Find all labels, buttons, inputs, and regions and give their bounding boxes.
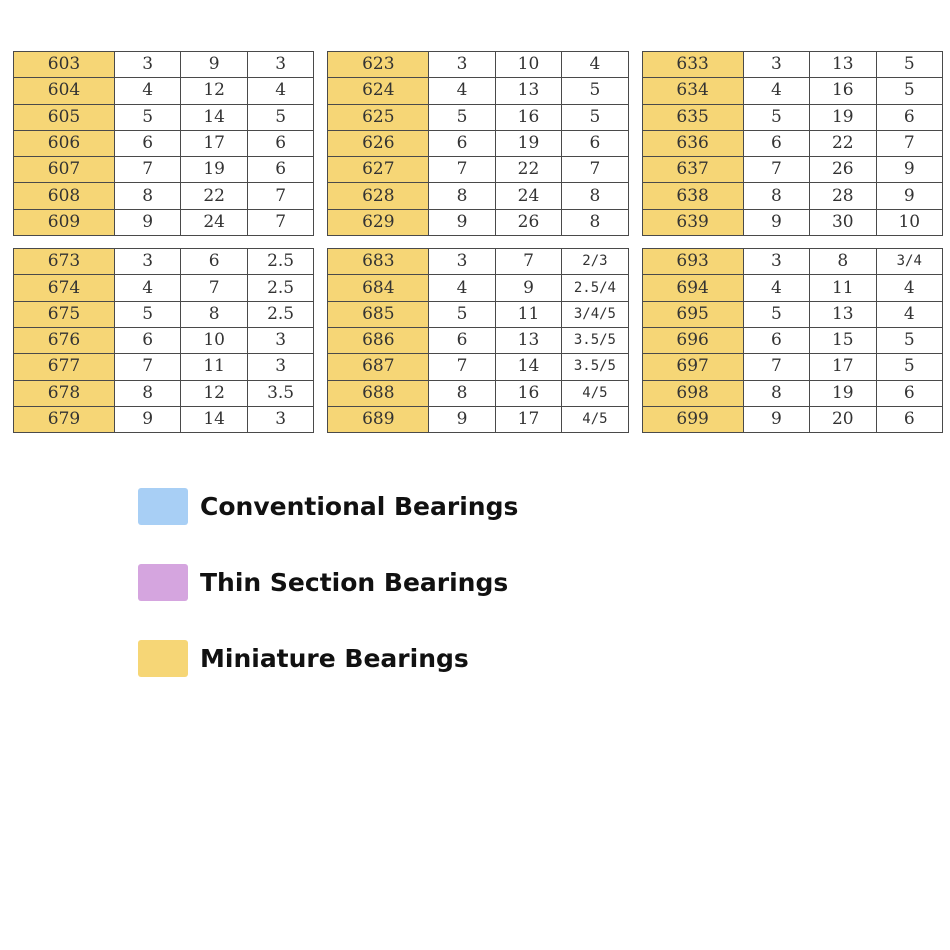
legend-item bbox=[138, 487, 518, 525]
bore-cell: 9 bbox=[743, 209, 809, 235]
table-row bbox=[328, 380, 628, 406]
bearing-model-cell: 677 bbox=[14, 354, 115, 380]
bearing-model-cell: 673 bbox=[14, 249, 115, 275]
bore-cell: 6 bbox=[743, 327, 809, 353]
outer-diameter-cell: 19 bbox=[810, 380, 876, 406]
outer-diameter-cell: 30 bbox=[810, 209, 876, 235]
bore-cell: 5 bbox=[115, 301, 181, 327]
width-cell: 4 bbox=[562, 52, 628, 78]
bore-cell: 7 bbox=[743, 354, 809, 380]
bearing-spec-table bbox=[13, 51, 314, 236]
bore-cell: 5 bbox=[429, 104, 495, 130]
bore-cell: 4 bbox=[429, 78, 495, 104]
bore-cell: 8 bbox=[743, 183, 809, 209]
bearing-model-cell: 623 bbox=[328, 52, 429, 78]
table-row bbox=[14, 275, 314, 301]
table-row bbox=[14, 249, 314, 275]
table-row bbox=[14, 78, 314, 104]
table-row bbox=[642, 327, 942, 353]
outer-diameter-cell: 17 bbox=[181, 130, 247, 156]
bearing-model-cell: 605 bbox=[14, 104, 115, 130]
table-row bbox=[14, 301, 314, 327]
bearing-model-cell: 627 bbox=[328, 157, 429, 183]
outer-diameter-cell: 26 bbox=[495, 209, 561, 235]
table-row bbox=[14, 354, 314, 380]
bearing-model-cell: 608 bbox=[14, 183, 115, 209]
bore-cell: 9 bbox=[743, 406, 809, 432]
width-cell: 10 bbox=[876, 209, 942, 235]
bore-cell: 6 bbox=[743, 130, 809, 156]
width-cell: 4/5 bbox=[562, 380, 628, 406]
table-row bbox=[642, 209, 942, 235]
outer-diameter-cell: 14 bbox=[181, 406, 247, 432]
outer-diameter-cell: 10 bbox=[181, 327, 247, 353]
table-row bbox=[328, 327, 628, 353]
bearing-model-cell: 694 bbox=[642, 275, 743, 301]
width-cell: 3 bbox=[247, 52, 313, 78]
table-group bbox=[13, 248, 943, 433]
bore-cell: 3 bbox=[115, 52, 181, 78]
table-row bbox=[642, 104, 942, 130]
outer-diameter-cell: 22 bbox=[810, 130, 876, 156]
outer-diameter-cell: 13 bbox=[810, 52, 876, 78]
bearing-model-cell: 686 bbox=[328, 327, 429, 353]
table-row bbox=[328, 406, 628, 432]
width-cell: 6 bbox=[247, 157, 313, 183]
table-row bbox=[14, 104, 314, 130]
bore-cell: 3 bbox=[743, 52, 809, 78]
bore-cell: 9 bbox=[429, 209, 495, 235]
bearing-spec-table bbox=[642, 248, 943, 433]
table-row bbox=[328, 275, 628, 301]
outer-diameter-cell: 9 bbox=[495, 275, 561, 301]
width-cell: 6 bbox=[876, 380, 942, 406]
table-row bbox=[14, 52, 314, 78]
bearing-model-cell: 697 bbox=[642, 354, 743, 380]
bearing-spec-grid bbox=[13, 51, 943, 445]
width-cell: 9 bbox=[876, 157, 942, 183]
bearing-model-cell: 685 bbox=[328, 301, 429, 327]
bearing-spec-table bbox=[327, 248, 628, 433]
width-cell: 8 bbox=[562, 183, 628, 209]
bearing-model-cell: 635 bbox=[642, 104, 743, 130]
bearing-model-cell: 638 bbox=[642, 183, 743, 209]
outer-diameter-cell: 19 bbox=[495, 130, 561, 156]
table-row bbox=[328, 209, 628, 235]
bearing-model-cell: 679 bbox=[14, 406, 115, 432]
bore-cell: 7 bbox=[115, 157, 181, 183]
table-row bbox=[14, 327, 314, 353]
outer-diameter-cell: 26 bbox=[810, 157, 876, 183]
bore-cell: 5 bbox=[115, 104, 181, 130]
table-row bbox=[642, 78, 942, 104]
bore-cell: 8 bbox=[429, 183, 495, 209]
outer-diameter-cell: 22 bbox=[181, 183, 247, 209]
outer-diameter-cell: 16 bbox=[810, 78, 876, 104]
bearing-model-cell: 606 bbox=[14, 130, 115, 156]
width-cell: 2.5 bbox=[247, 275, 313, 301]
outer-diameter-cell: 16 bbox=[495, 380, 561, 406]
width-cell: 3/4/5 bbox=[562, 301, 628, 327]
legend-label: Conventional Bearings bbox=[200, 491, 519, 521]
legend-label: Miniature Bearings bbox=[200, 643, 469, 673]
bore-cell: 7 bbox=[115, 354, 181, 380]
bearing-model-cell: 688 bbox=[328, 380, 429, 406]
table-row bbox=[328, 52, 628, 78]
table-row bbox=[642, 301, 942, 327]
width-cell: 7 bbox=[247, 209, 313, 235]
outer-diameter-cell: 8 bbox=[810, 249, 876, 275]
outer-diameter-cell: 6 bbox=[181, 249, 247, 275]
bearing-model-cell: 693 bbox=[642, 249, 743, 275]
bore-cell: 8 bbox=[115, 183, 181, 209]
bore-cell: 8 bbox=[115, 380, 181, 406]
bore-cell: 7 bbox=[429, 354, 495, 380]
bearing-model-cell: 626 bbox=[328, 130, 429, 156]
table-row bbox=[328, 183, 628, 209]
bearing-model-cell: 675 bbox=[14, 301, 115, 327]
width-cell: 5 bbox=[876, 327, 942, 353]
table-row bbox=[642, 183, 942, 209]
width-cell: 6 bbox=[876, 104, 942, 130]
bore-cell: 7 bbox=[429, 157, 495, 183]
width-cell: 3.5 bbox=[247, 380, 313, 406]
outer-diameter-cell: 12 bbox=[181, 78, 247, 104]
outer-diameter-cell: 13 bbox=[495, 78, 561, 104]
table-row bbox=[642, 130, 942, 156]
outer-diameter-cell: 11 bbox=[810, 275, 876, 301]
width-cell: 7 bbox=[562, 157, 628, 183]
bearing-model-cell: 625 bbox=[328, 104, 429, 130]
width-cell: 4 bbox=[876, 301, 942, 327]
outer-diameter-cell: 19 bbox=[181, 157, 247, 183]
outer-diameter-cell: 20 bbox=[810, 406, 876, 432]
bore-cell: 5 bbox=[743, 104, 809, 130]
table-row bbox=[642, 406, 942, 432]
bore-cell: 3 bbox=[743, 249, 809, 275]
table-row bbox=[14, 157, 314, 183]
bore-cell: 6 bbox=[429, 130, 495, 156]
bearing-model-cell: 624 bbox=[328, 78, 429, 104]
width-cell: 6 bbox=[876, 406, 942, 432]
bore-cell: 3 bbox=[429, 52, 495, 78]
outer-diameter-cell: 13 bbox=[495, 327, 561, 353]
table-row bbox=[642, 275, 942, 301]
bearing-model-cell: 633 bbox=[642, 52, 743, 78]
bearing-model-cell: 674 bbox=[14, 275, 115, 301]
bearing-spec-table bbox=[327, 51, 628, 236]
width-cell: 7 bbox=[876, 130, 942, 156]
bore-cell: 8 bbox=[429, 380, 495, 406]
outer-diameter-cell: 22 bbox=[495, 157, 561, 183]
table-row bbox=[14, 380, 314, 406]
bearing-model-cell: 639 bbox=[642, 209, 743, 235]
bearing-model-cell: 683 bbox=[328, 249, 429, 275]
table-group bbox=[13, 51, 943, 236]
bore-cell: 4 bbox=[115, 275, 181, 301]
table-row bbox=[14, 406, 314, 432]
width-cell: 4 bbox=[247, 78, 313, 104]
table-row bbox=[328, 157, 628, 183]
bearing-model-cell: 629 bbox=[328, 209, 429, 235]
bore-cell: 6 bbox=[115, 327, 181, 353]
table-row bbox=[642, 354, 942, 380]
bearing-model-cell: 676 bbox=[14, 327, 115, 353]
width-cell: 7 bbox=[247, 183, 313, 209]
legend-swatch bbox=[138, 564, 188, 601]
bearing-model-cell: 698 bbox=[642, 380, 743, 406]
bore-cell: 4 bbox=[115, 78, 181, 104]
outer-diameter-cell: 11 bbox=[495, 301, 561, 327]
bearing-model-cell: 636 bbox=[642, 130, 743, 156]
table-row bbox=[328, 354, 628, 380]
bearing-model-cell: 678 bbox=[14, 380, 115, 406]
outer-diameter-cell: 8 bbox=[181, 301, 247, 327]
table-row bbox=[328, 104, 628, 130]
width-cell: 6 bbox=[247, 130, 313, 156]
outer-diameter-cell: 24 bbox=[495, 183, 561, 209]
width-cell: 5 bbox=[562, 78, 628, 104]
outer-diameter-cell: 24 bbox=[181, 209, 247, 235]
bore-cell: 3 bbox=[429, 249, 495, 275]
width-cell: 2.5 bbox=[247, 249, 313, 275]
width-cell: 3.5/5 bbox=[562, 354, 628, 380]
width-cell: 2.5 bbox=[247, 301, 313, 327]
table-row bbox=[328, 301, 628, 327]
table-row bbox=[14, 130, 314, 156]
bore-cell: 4 bbox=[429, 275, 495, 301]
width-cell: 2.5/4 bbox=[562, 275, 628, 301]
width-cell: 3/4 bbox=[876, 249, 942, 275]
width-cell: 8 bbox=[562, 209, 628, 235]
bore-cell: 8 bbox=[743, 380, 809, 406]
bore-cell: 5 bbox=[429, 301, 495, 327]
outer-diameter-cell: 28 bbox=[810, 183, 876, 209]
width-cell: 2/3 bbox=[562, 249, 628, 275]
width-cell: 4/5 bbox=[562, 406, 628, 432]
outer-diameter-cell: 12 bbox=[181, 380, 247, 406]
bore-cell: 3 bbox=[115, 249, 181, 275]
width-cell: 3.5/5 bbox=[562, 327, 628, 353]
bearing-model-cell: 684 bbox=[328, 275, 429, 301]
table-row bbox=[328, 78, 628, 104]
outer-diameter-cell: 11 bbox=[181, 354, 247, 380]
bearing-spec-table bbox=[642, 51, 943, 236]
outer-diameter-cell: 16 bbox=[495, 104, 561, 130]
bearing-model-cell: 604 bbox=[14, 78, 115, 104]
bearing-model-cell: 689 bbox=[328, 406, 429, 432]
bearing-model-cell: 634 bbox=[642, 78, 743, 104]
bearing-model-cell: 637 bbox=[642, 157, 743, 183]
outer-diameter-cell: 7 bbox=[181, 275, 247, 301]
outer-diameter-cell: 7 bbox=[495, 249, 561, 275]
table-row bbox=[642, 157, 942, 183]
legend-label: Thin Section Bearings bbox=[200, 567, 509, 597]
legend-item bbox=[138, 639, 518, 677]
bore-cell: 9 bbox=[429, 406, 495, 432]
bearing-model-cell: 696 bbox=[642, 327, 743, 353]
width-cell: 4 bbox=[876, 275, 942, 301]
table-row bbox=[642, 52, 942, 78]
table-row bbox=[642, 380, 942, 406]
bore-cell: 6 bbox=[115, 130, 181, 156]
width-cell: 3 bbox=[247, 406, 313, 432]
outer-diameter-cell: 9 bbox=[181, 52, 247, 78]
bearing-model-cell: 687 bbox=[328, 354, 429, 380]
width-cell: 5 bbox=[247, 104, 313, 130]
outer-diameter-cell: 15 bbox=[810, 327, 876, 353]
width-cell: 3 bbox=[247, 327, 313, 353]
width-cell: 5 bbox=[876, 78, 942, 104]
bore-cell: 4 bbox=[743, 275, 809, 301]
bore-cell: 9 bbox=[115, 209, 181, 235]
legend-swatch bbox=[138, 640, 188, 677]
bearing-model-cell: 607 bbox=[14, 157, 115, 183]
bore-cell: 7 bbox=[743, 157, 809, 183]
bearing-model-cell: 699 bbox=[642, 406, 743, 432]
table-row bbox=[14, 209, 314, 235]
table-row bbox=[328, 249, 628, 275]
bearing-model-cell: 609 bbox=[14, 209, 115, 235]
outer-diameter-cell: 17 bbox=[495, 406, 561, 432]
outer-diameter-cell: 10 bbox=[495, 52, 561, 78]
outer-diameter-cell: 14 bbox=[495, 354, 561, 380]
width-cell: 9 bbox=[876, 183, 942, 209]
outer-diameter-cell: 14 bbox=[181, 104, 247, 130]
width-cell: 5 bbox=[562, 104, 628, 130]
bearing-model-cell: 695 bbox=[642, 301, 743, 327]
bore-cell: 4 bbox=[743, 78, 809, 104]
bearing-model-cell: 603 bbox=[14, 52, 115, 78]
width-cell: 6 bbox=[562, 130, 628, 156]
outer-diameter-cell: 17 bbox=[810, 354, 876, 380]
width-cell: 5 bbox=[876, 52, 942, 78]
table-row bbox=[328, 130, 628, 156]
bearing-spec-table bbox=[13, 248, 314, 433]
bearing-model-cell: 628 bbox=[328, 183, 429, 209]
bore-cell: 5 bbox=[743, 301, 809, 327]
table-row bbox=[642, 249, 942, 275]
legend-swatch bbox=[138, 488, 188, 525]
width-cell: 3 bbox=[247, 354, 313, 380]
legend bbox=[138, 487, 518, 715]
bore-cell: 9 bbox=[115, 406, 181, 432]
outer-diameter-cell: 19 bbox=[810, 104, 876, 130]
legend-item bbox=[138, 563, 518, 601]
table-row bbox=[14, 183, 314, 209]
width-cell: 5 bbox=[876, 354, 942, 380]
bore-cell: 6 bbox=[429, 327, 495, 353]
outer-diameter-cell: 13 bbox=[810, 301, 876, 327]
